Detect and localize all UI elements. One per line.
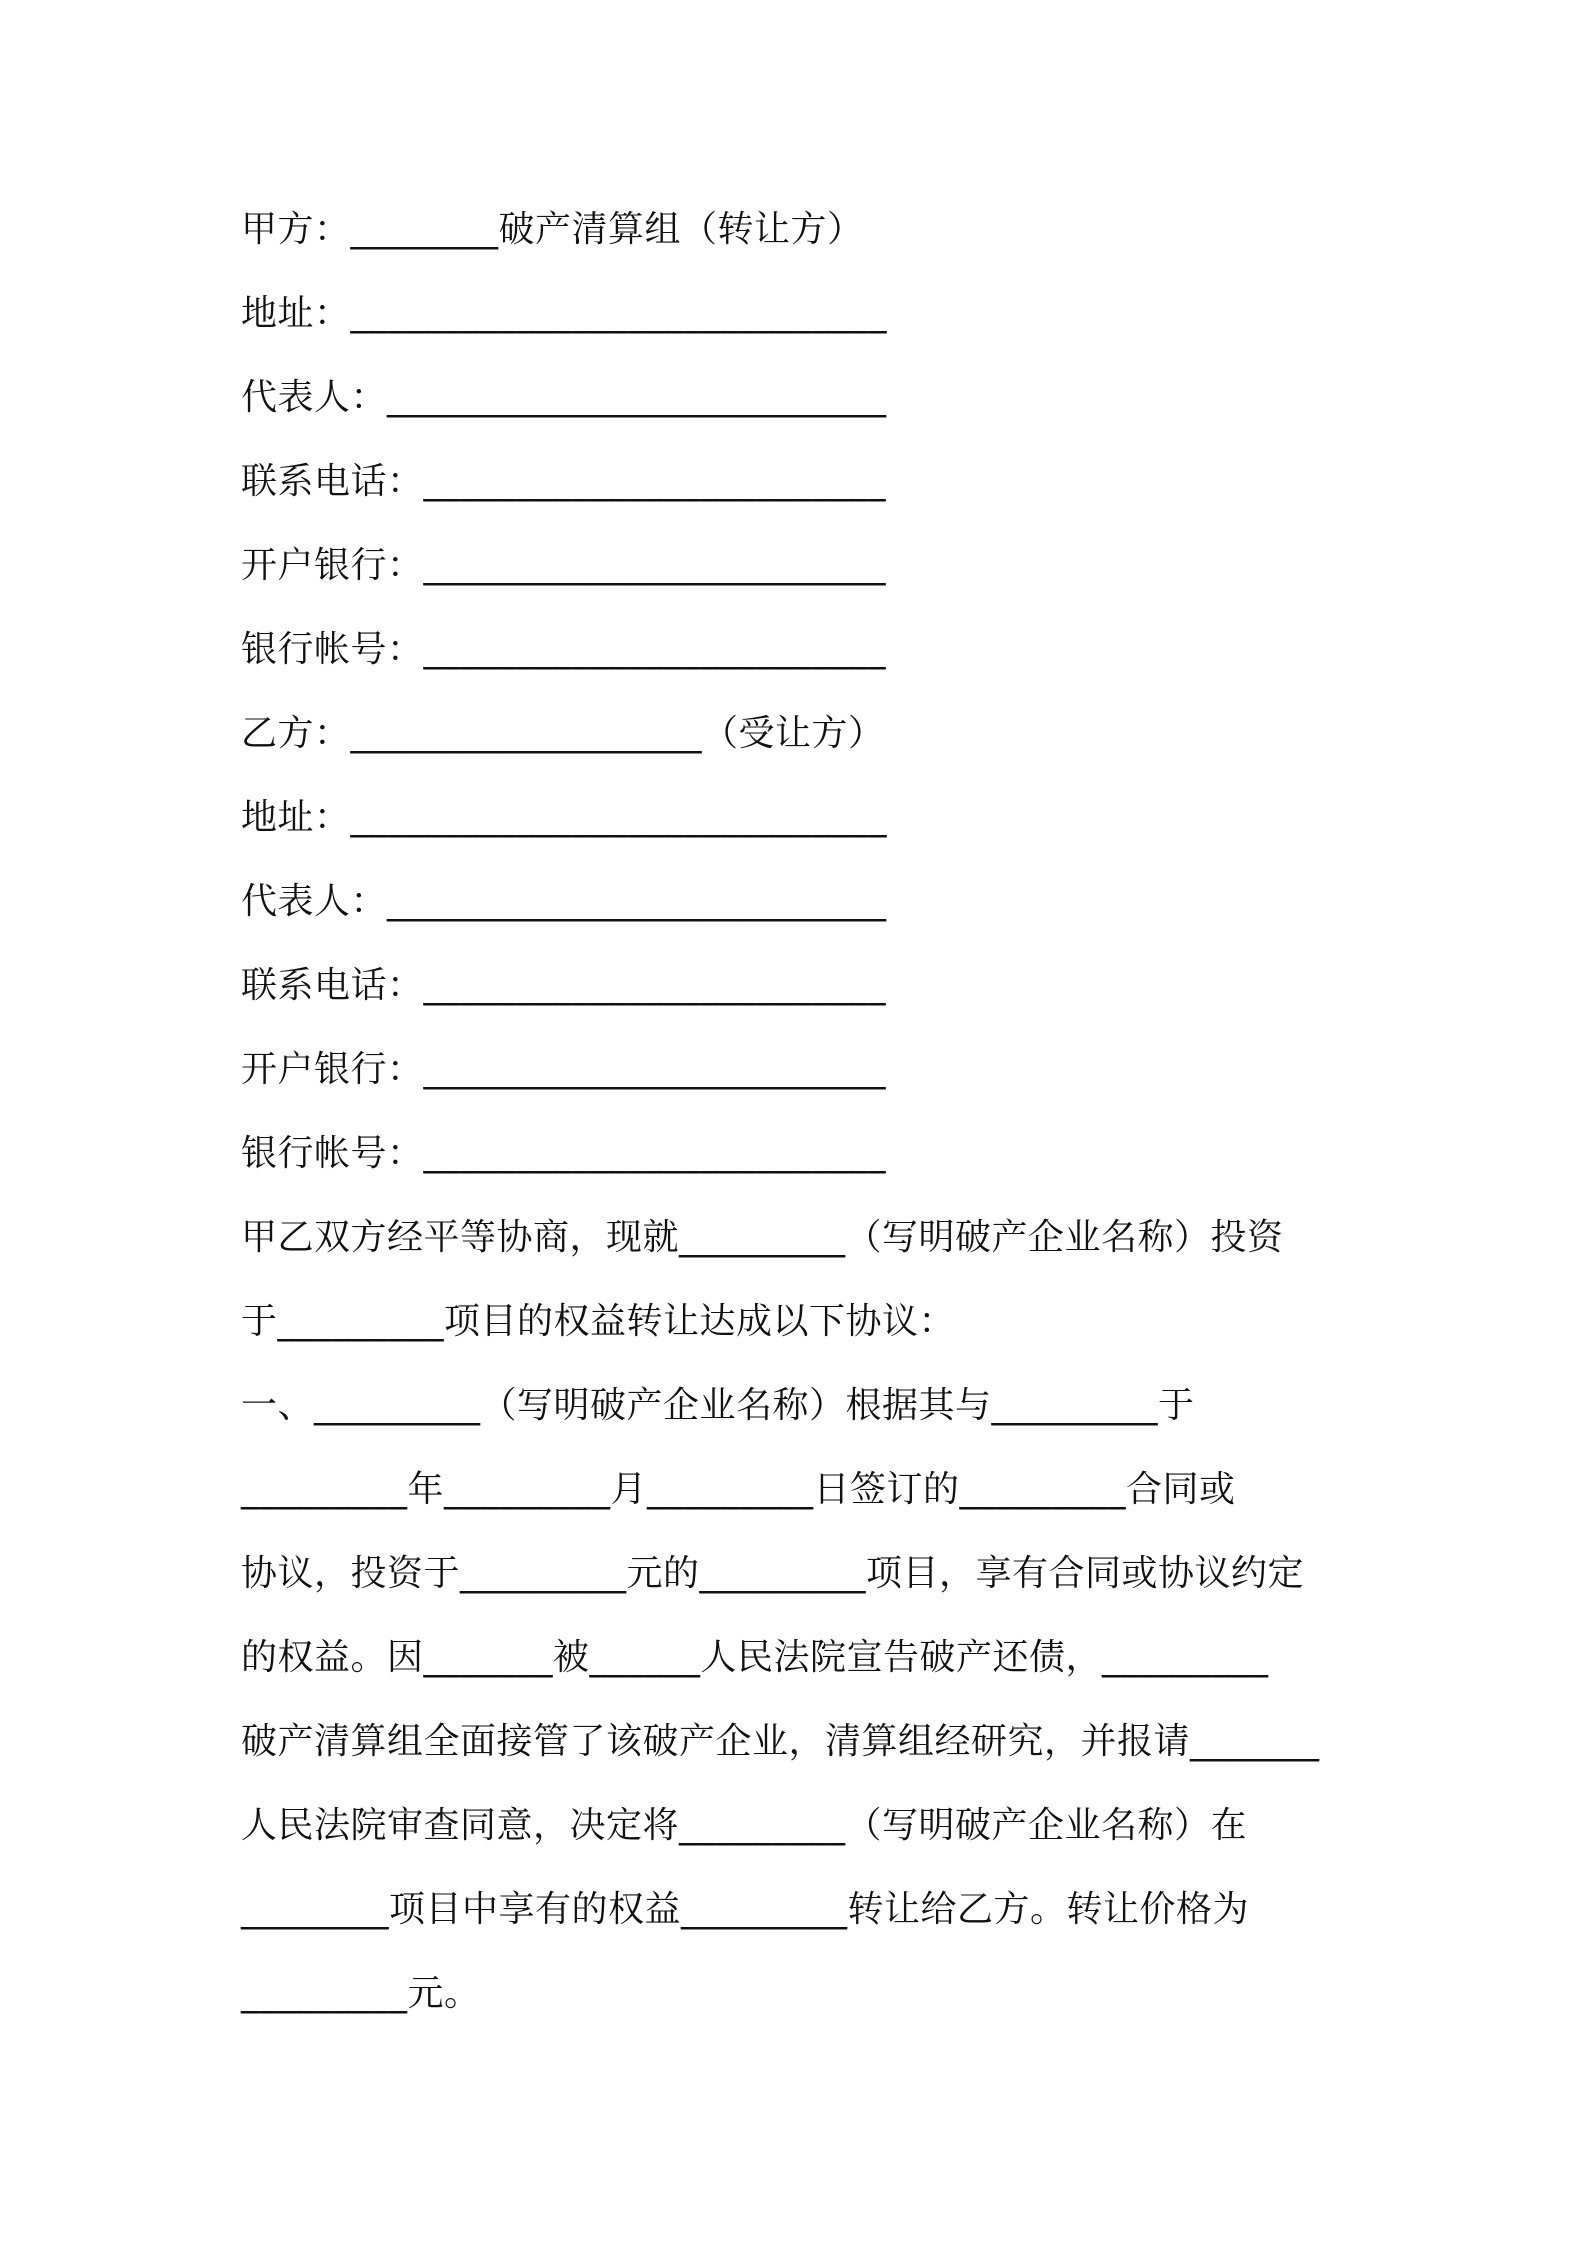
party-b-name-line: 乙方：___________________（受让方） bbox=[241, 713, 885, 754]
party-a-name-line: 甲方：________破产清算组（转让方） bbox=[241, 209, 864, 250]
party-b-address-line: 地址：_____________________________ bbox=[241, 797, 888, 838]
clause1-line-3: 协议，投资于_________元的_________项目，享有合同或协议约定 bbox=[241, 1553, 1305, 1594]
clause1-line-7: ________项目中享有的权益_________转让给乙方。转让价格为 bbox=[241, 1889, 1250, 1930]
clause1-line-1: 一、_________（写明破产企业名称）根据其与_________于 bbox=[241, 1385, 1195, 1426]
clause1-line-4: 的权益。因_______被______人民法院宣告破产还债，_________ bbox=[241, 1637, 1269, 1678]
party-b-phone-line: 联系电话：_________________________ bbox=[241, 965, 887, 1006]
clause1-line-6: 人民法院审查同意，决定将_________（写明破产企业名称）在 bbox=[241, 1805, 1248, 1846]
clause1-line-2: _________年_________月_________日签订的_________合同或 bbox=[241, 1469, 1236, 1510]
intro-line-1: 甲乙双方经平等协商，现就_________（写明破产企业名称）投资 bbox=[241, 1217, 1284, 1258]
party-a-address-line: 地址：_____________________________ bbox=[241, 293, 888, 334]
party-b-representative-line: 代表人：___________________________ bbox=[241, 881, 887, 922]
party-a-representative-line: 代表人：___________________________ bbox=[241, 377, 887, 418]
party-a-account-line: 银行帐号：_________________________ bbox=[241, 629, 887, 670]
intro-line-2: 于_________项目的权益转让达成以下协议： bbox=[241, 1301, 956, 1342]
party-b-bank-line: 开户银行：_________________________ bbox=[241, 1049, 887, 1090]
clause1-line-5: 破产清算组全面接管了该破产企业，清算组经研究，并报请_______ bbox=[241, 1721, 1320, 1762]
party-a-bank-line: 开户银行：_________________________ bbox=[241, 545, 887, 586]
party-a-phone-line: 联系电话：_________________________ bbox=[241, 461, 887, 502]
clause1-line-8: _________元。 bbox=[241, 1973, 481, 2014]
party-b-account-line: 银行帐号：_________________________ bbox=[241, 1133, 887, 1174]
